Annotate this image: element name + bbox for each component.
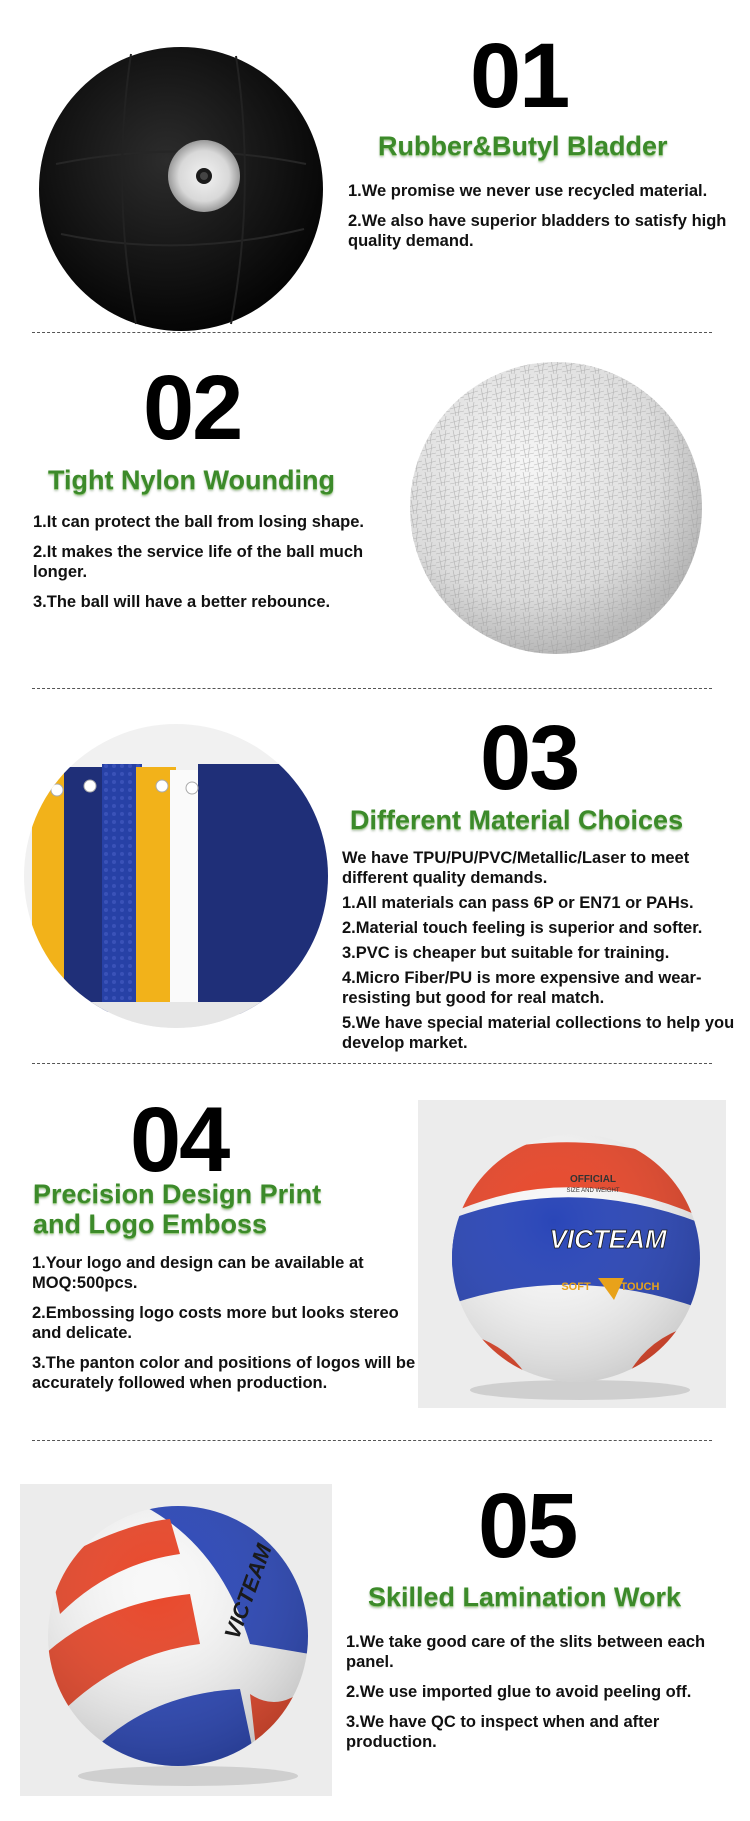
intro-text: We have TPU/PU/PVC/Metallic/Laser to meet different quality demands. (342, 849, 690, 887)
bullet-point: 5.We have special material collections to help you develop market. (342, 1014, 735, 1052)
bullet-point: 2.Embossing logo costs more but looks stereo and delicate. (32, 1304, 399, 1342)
section-title: Tight Nylon Wounding (48, 465, 335, 495)
printed-ball-image (418, 1100, 726, 1408)
ball-size-text: SIZE AND WEIGHT (566, 1188, 620, 1194)
section-title: Skilled Lamination Work (368, 1582, 682, 1612)
nylon-ball-image (408, 360, 704, 656)
bladder-image (36, 44, 326, 334)
bullet-point: 1.Your logo and design can be available at MOQ:500pcs. (32, 1254, 364, 1292)
material-samples-image (22, 722, 330, 1030)
section-number: 01 (470, 25, 569, 127)
ball-official-text: OFFICIAL (569, 1174, 617, 1185)
section-number: 02 (143, 357, 242, 459)
bullet-point: 1.It can protect the ball from losing shape. (33, 513, 364, 531)
bullet-point: 2.It makes the service life of the ball much longer. (33, 543, 364, 581)
ball-brand-text: VICTEAM (219, 1540, 277, 1643)
bullet-point: 1.We take good care of the slits between each panel. (346, 1633, 706, 1671)
bullet-point: 2.We use imported glue to avoid peeling off. (346, 1683, 692, 1701)
section-number: 04 (130, 1089, 229, 1191)
bullet-point: 1.All materials can pass 6P or EN71 or PAHs. (342, 894, 694, 912)
bullet-point: 2.We also have superior bladders to satisfy high quality demand. (348, 212, 727, 250)
bullet-point: 3.PVC is cheaper but suitable for training. (342, 944, 670, 962)
laminated-ball-image (20, 1484, 332, 1796)
section-number: 03 (480, 707, 579, 809)
bullet-point: 3.The ball will have a better rebounce. (33, 593, 331, 611)
section-divider (32, 688, 712, 689)
section-title: Different Material Choices (350, 805, 684, 835)
bullet-point: 1.We promise we never use recycled material. (348, 182, 708, 200)
section-title-line1: Precision Design Print (33, 1179, 322, 1209)
section-divider (32, 1063, 712, 1064)
bullet-point: 3.The panton color and positions of logos will be accurately followed when production. (32, 1354, 416, 1392)
section-title: Rubber&Butyl Bladder (378, 131, 668, 161)
bullet-point: 4.Micro Fiber/PU is more expensive and wear-resisting but good for real match. (342, 969, 702, 1007)
section-divider (32, 1440, 712, 1441)
bullet-point: 2.Material touch feeling is superior and softer. (342, 919, 703, 937)
bullet-point: 3.We have QC to inspect when and after production. (346, 1713, 660, 1751)
ball-touch-text: TOUCH (620, 1281, 660, 1293)
ball-soft-text: SOFT (561, 1281, 591, 1293)
section-number: 05 (478, 1475, 577, 1577)
section-divider (32, 332, 712, 333)
ball-brand-text: VICTEAM (549, 1224, 667, 1254)
section-title-line2: and Logo Emboss (33, 1209, 268, 1239)
